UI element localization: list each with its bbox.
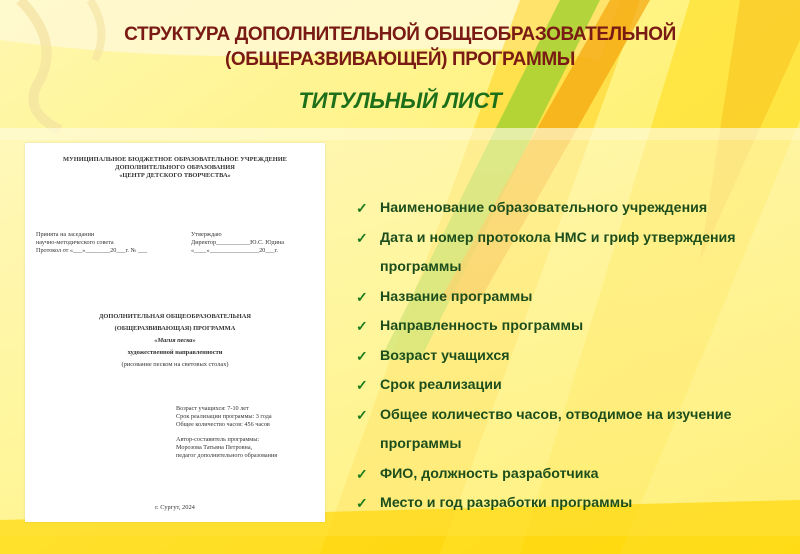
title-line-1: СТРУКТУРА ДОПОЛНИТЕЛЬНОЙ ОБЩЕОБРАЗОВАТЕЛЬНОЙ	[124, 24, 676, 45]
list-item: ✓ Место и год разработки программы	[356, 489, 786, 519]
program-name: «Магия песка»	[154, 337, 196, 344]
org-header	[25, 156, 325, 180]
list-item: ✓ ФИО, должность разработчика	[356, 460, 786, 490]
check-icon: ✓	[356, 288, 368, 305]
hours-line: Общее количество часов: 456 часов	[176, 421, 270, 428]
approved-block	[191, 231, 284, 255]
accepted-line-1: Принята на заседании	[36, 231, 95, 238]
check-icon: ✓	[356, 229, 368, 246]
list-item-continuation: программы	[380, 436, 462, 452]
title-line-2: (ОБЩЕРАЗВИВАЮЩЕЙ) ПРОГРАММЫ	[225, 49, 575, 70]
list-item-continuation: программы	[380, 259, 462, 275]
list-item: ✓ Дата и номер протокола НМС и гриф утверждения	[356, 224, 786, 254]
accepted-line-3: Протокол от «___»________20___г. № ___	[36, 247, 148, 254]
check-icon: ✓	[356, 318, 368, 334]
age-line: Возраст учащихся: 7-10 лет	[176, 405, 249, 412]
program-line-2: (ОБЩЕРАЗВИВАЮЩАЯ) ПРОГРАММА	[114, 325, 236, 332]
approved-line-1: Утверждаю	[191, 231, 222, 238]
list-item: ✓ Срок реализации	[356, 371, 786, 401]
check-icon: ✓	[356, 406, 368, 423]
approved-line-2: Директор___________Ю.С. Юдина	[191, 239, 284, 246]
org-line-2: ДОПОЛНИТЕЛЬНОГО ОБРАЗОВАНИЯ	[115, 164, 235, 171]
check-icon: ✓	[356, 495, 368, 511]
program-note: (рисование песком на световых столах)	[121, 361, 229, 368]
accepted-block	[36, 231, 147, 255]
list-item: ✓ Название программы	[356, 283, 786, 313]
author-block	[176, 436, 277, 460]
list-item: ✓ Общее количество часов, отводимое на изучение	[356, 401, 786, 431]
checklist	[356, 194, 786, 519]
place-year: г. Сургут, 2024	[155, 504, 195, 511]
title-page-document	[25, 143, 325, 522]
check-icon: ✓	[356, 347, 368, 364]
list-item: ✓ Направленность программы	[356, 312, 786, 342]
list-item: ✓ Возраст учащихся	[356, 342, 786, 372]
program-line-1: ДОПОЛНИТЕЛЬНАЯ ОБЩЕОБРАЗОВАТЕЛЬНАЯ	[98, 313, 252, 320]
list-item: ✓ Наименование образовательного учреждения	[356, 194, 786, 224]
term-line: Срок реализации программы: 3 года	[176, 413, 272, 420]
author-position: педагог дополнительного образования	[176, 452, 278, 459]
check-icon: ✓	[356, 200, 368, 216]
program-direction: художественной направленности	[127, 349, 223, 356]
org-line-3: «ЦЕНТР ДЕТСКОГО ТВОРЧЕСТВА»	[119, 172, 231, 179]
page-title	[0, 22, 800, 72]
author-label: Автор-составитель программы:	[176, 436, 260, 443]
subtitle: ТИТУЛЬНЫЙ ЛИСТ	[298, 88, 502, 113]
approved-line-3: «____»________________20___г.	[191, 247, 278, 254]
program-details	[176, 405, 272, 429]
check-icon: ✓	[356, 377, 368, 393]
accepted-line-2: научно-методического совета	[36, 239, 114, 246]
org-line-1: МУНИЦИПАЛЬНОЕ БЮДЖЕТНОЕ ОБРАЗОВАТЕЛЬНОЕ УЧРЕЖДЕНИЕ	[63, 156, 287, 163]
author-name: Морозова Татьяна Петровна,	[176, 444, 253, 451]
check-icon: ✓	[356, 465, 368, 482]
